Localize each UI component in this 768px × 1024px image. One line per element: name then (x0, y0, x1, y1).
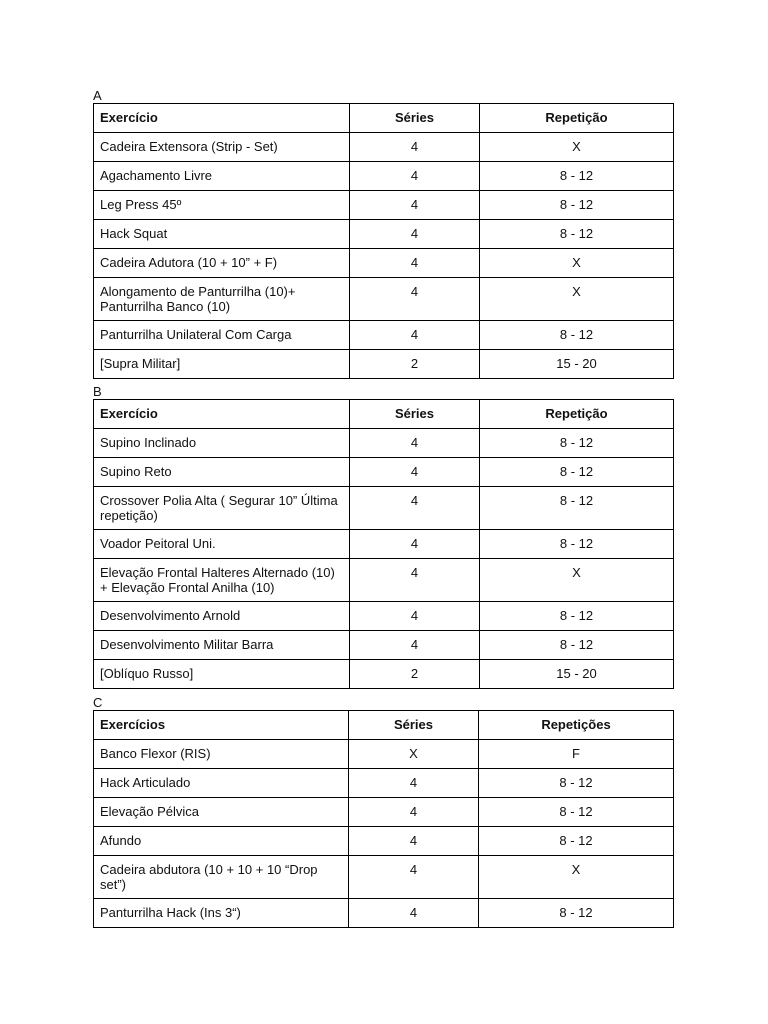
series-cell: 2 (350, 350, 480, 379)
series-cell: 4 (350, 429, 480, 458)
reps-cell: 8 - 12 (479, 769, 674, 798)
table-row (94, 660, 674, 689)
table-row (94, 458, 674, 487)
table-row (94, 487, 674, 530)
series-cell: 4 (350, 162, 480, 191)
exercise-cell: [Supra Militar] (94, 350, 350, 379)
reps-cell: X (479, 856, 674, 899)
reps-cell: 15 - 20 (480, 660, 674, 689)
table-row (94, 162, 674, 191)
exercise-cell: Panturrilha Hack (Ins 3“) (94, 899, 349, 928)
reps-cell: X (480, 278, 674, 321)
table-header-row (94, 711, 674, 740)
reps-cell: X (480, 249, 674, 278)
table-row (94, 769, 674, 798)
series-cell: X (349, 740, 479, 769)
header-series: Séries (350, 400, 480, 429)
exercise-cell: Desenvolvimento Arnold (94, 602, 350, 631)
series-cell: 4 (350, 458, 480, 487)
table-row (94, 278, 674, 321)
exercise-cell: Leg Press 45º (94, 191, 350, 220)
series-cell: 2 (350, 660, 480, 689)
table-row (94, 249, 674, 278)
series-cell: 4 (350, 602, 480, 631)
header-exercise: Exercícios (94, 711, 349, 740)
exercise-cell: Cadeira abdutora (10 + 10 + 10 “Drop set”) (94, 856, 349, 899)
exercise-cell: Cadeira Adutora (10 + 10” + F) (94, 249, 350, 278)
reps-cell: 8 - 12 (480, 162, 674, 191)
series-cell: 4 (349, 798, 479, 827)
exercise-cell: Panturrilha Unilateral Com Carga (94, 321, 350, 350)
table-header-row (94, 104, 674, 133)
reps-cell: 8 - 12 (480, 220, 674, 249)
series-cell: 4 (350, 133, 480, 162)
exercise-cell: Supino Reto (94, 458, 350, 487)
reps-cell: 15 - 20 (480, 350, 674, 379)
header-reps: Repetição (480, 104, 674, 133)
table-row (94, 631, 674, 660)
series-cell: 4 (350, 530, 480, 559)
table-row (94, 350, 674, 379)
exercise-cell: Desenvolvimento Militar Barra (94, 631, 350, 660)
exercise-cell: Cadeira Extensora (Strip - Set) (94, 133, 350, 162)
reps-cell: X (480, 133, 674, 162)
exercise-cell: Afundo (94, 827, 349, 856)
series-cell: 4 (350, 321, 480, 350)
table-row (94, 827, 674, 856)
reps-cell: 8 - 12 (480, 458, 674, 487)
table-row (94, 220, 674, 249)
series-cell: 4 (350, 278, 480, 321)
exercise-cell: Elevação Pélvica (94, 798, 349, 827)
reps-cell: 8 - 12 (479, 899, 674, 928)
series-cell: 4 (349, 899, 479, 928)
table-row (94, 798, 674, 827)
exercise-cell: Banco Flexor (RIS) (94, 740, 349, 769)
series-cell: 4 (349, 769, 479, 798)
header-series: Séries (350, 104, 480, 133)
table-row (94, 429, 674, 458)
reps-cell: X (480, 559, 674, 602)
table-row (94, 133, 674, 162)
table-row (94, 899, 674, 928)
series-cell: 4 (350, 631, 480, 660)
section-label: B (93, 384, 102, 399)
series-cell: 4 (350, 249, 480, 278)
series-cell: 4 (349, 827, 479, 856)
header-exercise: Exercício (94, 400, 350, 429)
reps-cell: 8 - 12 (479, 798, 674, 827)
exercise-table-c (93, 710, 674, 928)
section-label: A (93, 88, 102, 103)
series-cell: 4 (349, 856, 479, 899)
reps-cell: 8 - 12 (480, 602, 674, 631)
exercise-cell: Agachamento Livre (94, 162, 350, 191)
series-cell: 4 (350, 487, 480, 530)
exercise-cell: Hack Squat (94, 220, 350, 249)
reps-cell: 8 - 12 (480, 487, 674, 530)
header-exercise: Exercício (94, 104, 350, 133)
reps-cell: 8 - 12 (480, 191, 674, 220)
reps-cell: F (479, 740, 674, 769)
table-header-row (94, 400, 674, 429)
header-series: Séries (349, 711, 479, 740)
table-row (94, 856, 674, 899)
series-cell: 4 (350, 559, 480, 602)
series-cell: 4 (350, 220, 480, 249)
table-row (94, 559, 674, 602)
exercise-table-a (93, 103, 674, 379)
table-row (94, 602, 674, 631)
table-row (94, 740, 674, 769)
reps-cell: 8 - 12 (480, 631, 674, 660)
header-reps: Repetições (479, 711, 674, 740)
reps-cell: 8 - 12 (480, 321, 674, 350)
exercise-table-b (93, 399, 674, 689)
table-row (94, 191, 674, 220)
reps-cell: 8 - 12 (480, 530, 674, 559)
table-row (94, 321, 674, 350)
exercise-cell: Hack Articulado (94, 769, 349, 798)
exercise-cell: Alongamento de Panturrilha (10)+ Panturrilha Banco (10) (94, 278, 350, 321)
table-row (94, 530, 674, 559)
reps-cell: 8 - 12 (479, 827, 674, 856)
exercise-cell: [Oblíquo Russo] (94, 660, 350, 689)
exercise-cell: Elevação Frontal Halteres Alternado (10) + Elevação Frontal Anilha (10) (94, 559, 350, 602)
exercise-cell: Supino Inclinado (94, 429, 350, 458)
header-reps: Repetição (480, 400, 674, 429)
section-label: C (93, 695, 103, 710)
exercise-cell: Voador Peitoral Uni. (94, 530, 350, 559)
series-cell: 4 (350, 191, 480, 220)
reps-cell: 8 - 12 (480, 429, 674, 458)
exercise-cell: Crossover Polia Alta ( Segurar 10” Última repetição) (94, 487, 350, 530)
